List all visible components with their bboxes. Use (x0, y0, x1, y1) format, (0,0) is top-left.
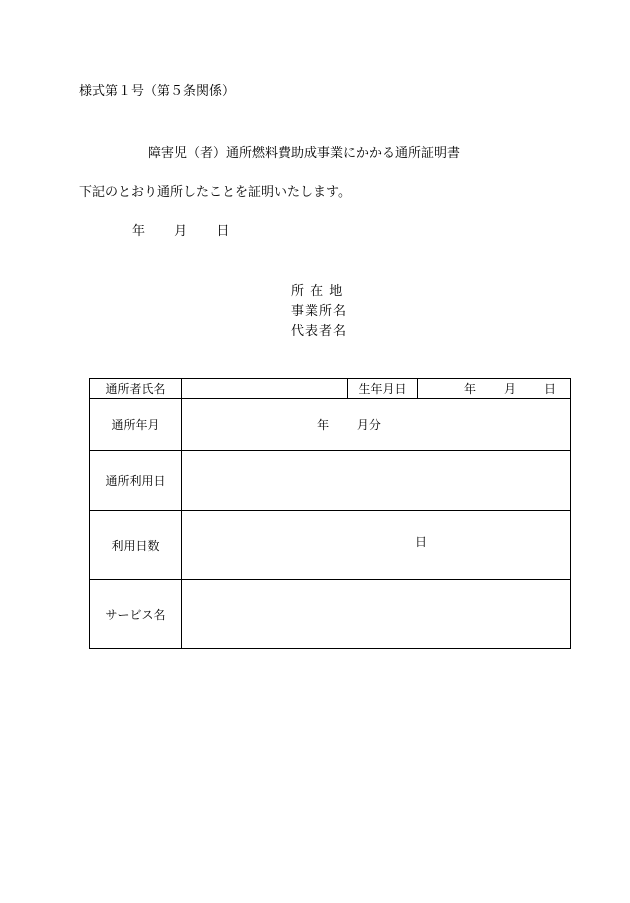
certification-statement: 下記のとおり通所したことを証明いたします。 (79, 185, 351, 200)
count-label: 利用日数 (90, 511, 182, 580)
table-row (90, 379, 571, 399)
service-field[interactable] (182, 580, 571, 649)
table-row (90, 580, 571, 649)
office-name-label: 事業所名 (291, 304, 348, 319)
address-label: 所 在 地 (291, 284, 344, 299)
form-number: 様式第１号（第５条関係） (79, 84, 236, 99)
period-field[interactable] (182, 399, 571, 451)
issue-date[interactable] (132, 220, 229, 239)
table-row (90, 399, 571, 451)
document-title: 障害児（者）通所燃料費助成事業にかかる通所証明書 (148, 146, 461, 161)
count-field[interactable] (182, 511, 571, 580)
period-month: 月分 (356, 418, 381, 432)
period-year: 年 (317, 418, 330, 432)
representative-label: 代表者名 (291, 324, 348, 339)
period-label: 通所年月 (90, 399, 182, 451)
dob-year: 年 (464, 382, 477, 396)
dob-label: 生年月日 (348, 379, 418, 399)
dob-day: 日 (543, 382, 556, 396)
attendance-table (89, 378, 571, 649)
name-field[interactable] (182, 379, 348, 399)
name-label: 通所者氏名 (90, 379, 182, 399)
issue-date-day: 日 (216, 224, 230, 239)
dates-label: 通所利用日 (90, 451, 182, 511)
dob-month: 月 (503, 382, 516, 396)
table-row (90, 511, 571, 580)
service-label: サービス名 (90, 580, 182, 649)
dob-field[interactable] (418, 379, 571, 399)
dates-field[interactable] (182, 451, 571, 511)
count-unit: 日 (414, 535, 427, 549)
issue-date-year: 年 (132, 224, 146, 239)
table-row (90, 451, 571, 511)
issue-date-month: 月 (174, 224, 188, 239)
